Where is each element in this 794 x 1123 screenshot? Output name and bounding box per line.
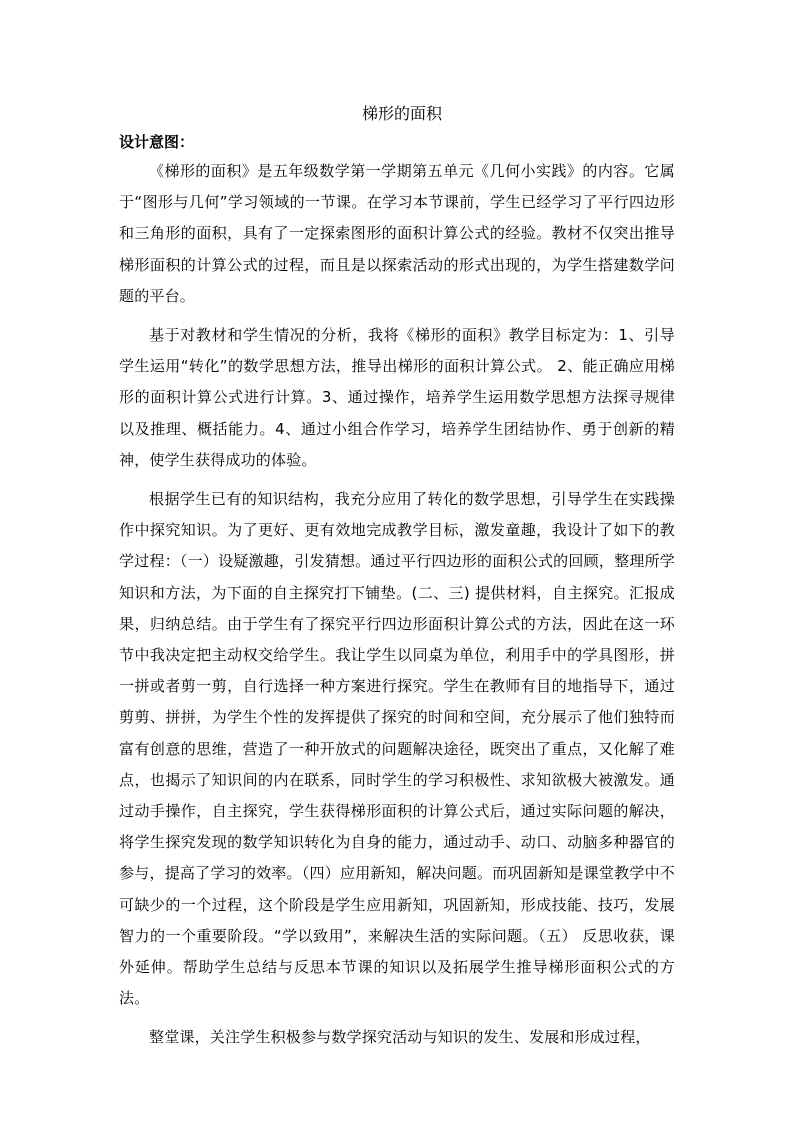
paragraph-4: 整堂课，关注学生积极参与数学探究活动与知识的发生、发展和形成过程，	[149, 1028, 651, 1047]
document-page	[119, 100, 675, 1062]
document-title: 梯形的面积	[361, 104, 442, 123]
paragraph-3: 根据学生已有的知识结构，我充分应用了转化的数学思想，引导学生在实践操作中探究知识。为了更好、更有效地完成教学目标，激发童趣，我设计了如下的教学过程：（一）设疑激趣，引发猜想。通过平行四边形的面积公式的回顾，整理所学知识和方法，为下面的自主探究打下铺垫。(二、三) 提供材料，自主探究。汇报成果，归纳总结。由于学生有了探究平行四边形面积计算公式的方法，因此在这一环节中我决定把主动权交给学生。我让学生以同桌为单位，利用手中的学具图形，拼一拼或者剪一剪，自行选择一种方案进行探究。学生在教师有目的地指导下，通过剪剪、拼拼，为学生个性的发挥提供了探究的时间和空间，充分展示了他们独特而富有创意的思维，营造了一种开放式的问题解决途径，既突出了重点，又化解了难点，也揭示了知识间的内在联系，同时学生的学习积极性、求知欲极大被激发。通过动手操作，自主探究，学生获得梯形面积的计算公式后，通过实际问题的解决，将学生探究发现的数学知识转化为自身的能力，通过动手、动口、动脑多种器官的参与，提高了学习的效率。（四）应用新知，解决问题。而巩固新知是课堂教学中不可缺少的一个过程，这个阶段是学生应用新知，巩固新知，形成技能、技巧，发展智力的一个重要阶段。“学以致用”，来解决生活的实际问题。（五） 反思收获，课外延伸。帮助学生总结与反思本节课的知识以及拓展学生推导梯形面积公式的方法。	[119, 490, 675, 1008]
paragraph-2: 基于对教材和学生情况的分析，我将《梯形的面积》教学目标定为：1、引导学生运用“转化”的数学思想方法，推导出梯形的面积计算公式。 2、能正确应用梯形的面积计算公式进行计算。3、通过操作，培养学生运用数学思想方法探寻规律以及推理、概括能力。4、通过小组合作学习，培养学生团结协作、勇于创新的精神，使学生获得成功的体验。	[119, 326, 675, 469]
paragraph-1: 《梯形的面积》是五年级数学第一学期第五单元《几何小实践》的内容。它属于“图形与几何”学习领域的一节课。在学习本节课前，学生已经学习了平行四边形和三角形的面积，具有了一定探索图形的面积计算公式的经验。教材不仅突出推导梯形面积的计算公式的过程，而且是以探索活动的形式出现的，为学生搭建数学问题的平台。	[119, 162, 675, 305]
section-heading: 设计意图：	[119, 133, 195, 151]
